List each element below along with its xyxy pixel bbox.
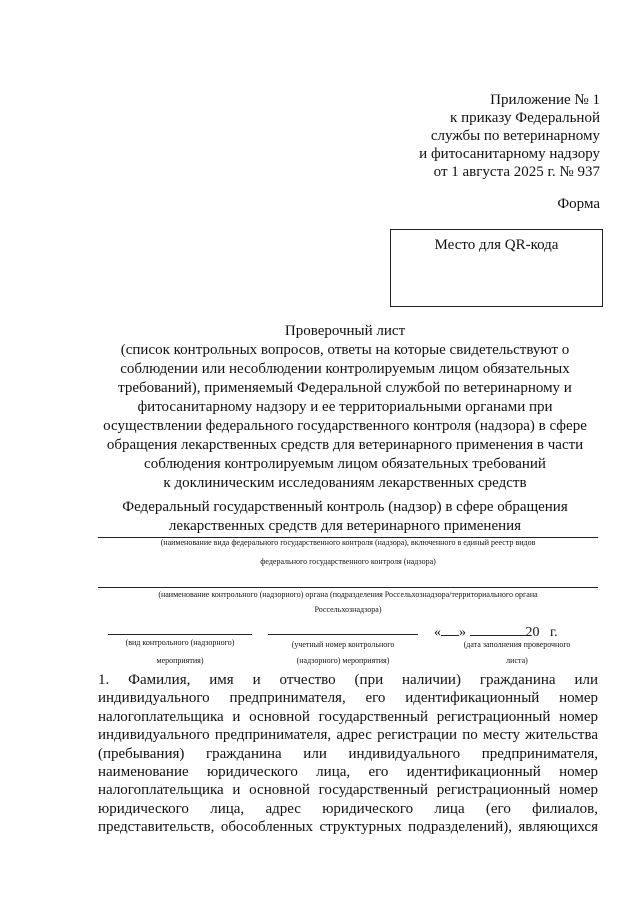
title-line: соблюдении или несоблюдении контролируемым лицом обязательных — [120, 361, 570, 377]
date-open-quote: « — [434, 625, 441, 640]
title-line: соблюдения контролируемым лицом обязательных требований — [144, 456, 546, 472]
account-number-caption: (учетный номер контрольного — [291, 640, 395, 649]
fill-date-field — [434, 623, 604, 641]
control-type-line: Федеральный государственный контроль (надзор) в сфере обращения — [122, 499, 568, 515]
body-line: индивидуального предпринимателя, адрес регистрации по месту жительства — [98, 727, 598, 744]
title-line: осуществлении федерального государственного контроля (надзора) в сфере — [103, 418, 587, 434]
control-type-caption: (наименование вида федерального государственного контроля (надзора), включенного в единый реестр видов — [160, 538, 536, 547]
fill-date-caption: листа) — [506, 656, 528, 665]
title-line: фитосанитарному надзору и ее территориальными органами при — [137, 399, 553, 415]
appendix-line: Приложение № 1 — [490, 92, 600, 108]
question-1-text — [98, 671, 598, 837]
qr-code-label: Место для QR-кода — [434, 237, 559, 253]
body-line: индивидуального предпринимателя, его идентификационный номер — [98, 690, 598, 707]
title-line: обращения лекарственных средств для ветеринарного применения в части — [106, 437, 584, 453]
form-label: Форма — [557, 196, 600, 212]
authority-caption: (наименование контрольного (надзорного) органа (подразделения Россельхознадзора/территориального органа — [158, 590, 538, 599]
date-close-quote: » — [459, 625, 466, 640]
qr-code-placeholder — [390, 229, 603, 307]
account-number-underline — [268, 634, 418, 635]
event-type-underline — [108, 634, 252, 635]
body-line: юридического лица, адрес юридического лица (его филиалов, — [98, 800, 598, 817]
body-line: представительств, обособленных структурных подразделений), являющихся — [98, 819, 598, 836]
body-line: наименование юридического лица, его идентификационный номер — [98, 764, 598, 781]
body-line: 1. Фамилия, имя и отчество (при наличии) гражданина или — [98, 672, 598, 688]
document-title — [90, 322, 600, 493]
title-line: Проверочный лист — [284, 323, 406, 339]
month-blank[interactable] — [470, 623, 526, 636]
authority-underline — [98, 587, 598, 588]
body-line: налогоплательщика и основной государственный регистрационный номер — [98, 782, 598, 799]
appendix-line: и фитосанитарному надзору — [419, 146, 600, 162]
title-line: требований), применяемый Федеральной службой по ветеринарному и — [118, 380, 572, 396]
body-line: (пребывания) гражданина или индивидуального предпринимателя, — [98, 745, 598, 762]
appendix-line: службы по ветеринарному — [430, 128, 600, 144]
event-type-caption: мероприятия) — [156, 656, 204, 665]
control-type-title — [90, 498, 600, 536]
fill-date-caption: (дата заполнения проверочного — [463, 640, 571, 649]
control-type-caption: федерального государственного контроля (надзора) — [260, 557, 436, 566]
appendix-header — [360, 91, 600, 181]
day-blank[interactable] — [441, 623, 459, 636]
appendix-line: от 1 августа 2025 г. № 937 — [433, 164, 600, 180]
account-number-caption: (надзорного) мероприятия) — [296, 656, 390, 665]
title-line: к доклиническим исследованиям лекарственных средств — [163, 475, 527, 491]
appendix-line: к приказу Федеральной — [450, 110, 600, 126]
event-type-caption: (вид контрольного (надзорного) — [125, 638, 235, 647]
authority-caption: Россельхознадзора) — [314, 605, 382, 614]
control-type-line: лекарственных средств для ветеринарного применения — [168, 518, 522, 534]
body-line: налогоплательщика и основной государственный регистрационный номер — [98, 708, 598, 725]
date-year-suffix: 20 г. — [525, 625, 558, 640]
title-line: (список контрольных вопросов, ответы на которые свидетельствуют о — [120, 342, 570, 358]
